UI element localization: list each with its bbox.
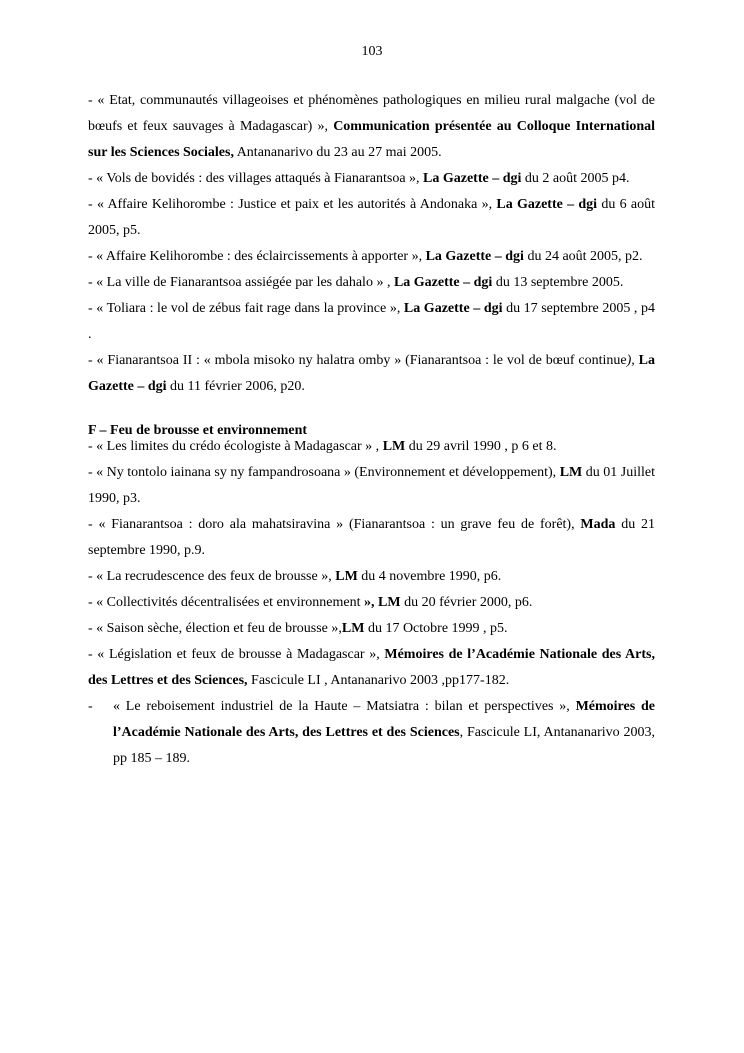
press-entry-5	[88, 270, 655, 296]
entry-source: Communication présentée au Colloque International sur les Sciences Sociales,	[88, 119, 656, 160]
entry-title: - « Législation et feux de brousse à Madagascar »,	[88, 647, 385, 662]
entry-title: - « Affaire Kelihorombe : Justice et paix et les autorités à Andonaka »,	[88, 197, 497, 212]
press-entry-1	[88, 88, 655, 166]
entry-details: du 6 août 2005, p5.	[88, 197, 655, 238]
entry-title: - « Affaire Kelihorombe : des éclaircissements à apporter »,	[88, 249, 426, 264]
entry-source: La Gazette – dgi	[423, 171, 522, 186]
entry-italic-punct: ),	[626, 353, 635, 368]
fire-entry-2	[88, 460, 655, 512]
entry-source: La Gazette – dgi	[496, 197, 598, 212]
entry-source: LM	[335, 569, 358, 584]
entry-source: La Gazette – dgi	[393, 275, 493, 290]
entry-details: Fascicule LI , Antananarivo 2003 ,pp177-182.	[247, 673, 510, 688]
entry-title: - « Les limites du crédo écologiste à Madagascar » ,	[88, 439, 383, 454]
entry-details: du 29 avril 1990 , p 6 et 8.	[405, 439, 557, 454]
entry-title: - « Ny tontolo iainana sy ny fampandrosoana » (Environnement et développement),	[88, 465, 560, 480]
entry-details: du 11 février 2006, p20.	[166, 379, 305, 394]
entry-details: du 24 août 2005, p2.	[523, 249, 643, 264]
entry-title: - « Toliara : le vol de zébus fait rage dans la province »,	[88, 301, 404, 316]
entry-source: Mémoires de l’Académie Nationale des Arts, des Lettres et des Sciences	[113, 699, 655, 740]
list-dash: -	[88, 699, 93, 714]
entry-title: - « La ville de Fianarantsoa assiégée par les dahalo » ,	[88, 275, 394, 290]
fire-entry-5	[88, 590, 655, 616]
press-entry-3	[88, 192, 655, 244]
entry-source: La Gazette – dgi	[425, 249, 524, 264]
press-entry-2	[88, 166, 655, 192]
entry-details: du 17 septembre 2005 , p4 .	[88, 301, 655, 342]
entry-details: du 4 novembre 1990, p6.	[357, 569, 502, 584]
entry-source: La Gazette – dgi	[403, 301, 503, 316]
entry-source: Mada	[580, 517, 616, 532]
entry-title: - « Fianarantsoa : doro ala mahatsiravina » (Fianarantsoa : un grave feu de forêt),	[88, 517, 581, 532]
entry-details: du 01 Juillet 1990, p3.	[88, 465, 655, 506]
entry-source: La Gazette – dgi	[88, 353, 655, 394]
entry-details: du 17 Octobre 1999 , p5.	[364, 621, 508, 636]
page-number: 103	[361, 44, 383, 59]
entry-source: LM	[341, 621, 365, 636]
fire-entry-8	[88, 694, 655, 772]
entry-source: Mémoires de l’Académie Nationale des Arts, des Lettres et des Sciences,	[88, 647, 655, 688]
entry-title: - « Etat, communautés villageoises et phénomènes pathologiques en milieu rural malgache (vol de bœufs et feux sauvages à Madagascar) »,	[88, 93, 655, 134]
entry-title: - « Vols de bovidés : des villages attaqués à Fianarantsoa »,	[88, 171, 424, 186]
fire-entry-1	[88, 434, 655, 460]
entry-details: Antananarivo du 23 au 27 mai 2005.	[233, 145, 442, 160]
entry-details: du 2 août 2005 p4.	[521, 171, 630, 186]
entry-title: « Le reboisement industriel de la Haute – Matsiatra : bilan et perspectives »,	[113, 699, 576, 714]
press-entry-4	[88, 244, 655, 270]
entry-details: , Fascicule LI, Antananarivo 2003, pp 185 – 189.	[113, 725, 655, 766]
entry-details: du 13 septembre 2005.	[492, 275, 624, 290]
entry-title: - « La recrudescence des feux de brousse »,	[88, 569, 336, 584]
fire-entry-7	[88, 642, 655, 694]
entry-source: LM	[559, 465, 583, 480]
entry-source: », LM	[364, 595, 401, 610]
entry-title: - « Fianarantsoa II : « mbola misoko ny halatra omby » (Fianarantsoa : le vol de bœuf continue	[88, 353, 627, 368]
entry-details: du 21 septembre 1990, p.9.	[88, 517, 655, 558]
bibliography	[88, 88, 655, 772]
fire-entry-4	[88, 564, 655, 590]
press-entry-7	[88, 348, 655, 400]
section-heading-f: F – Feu de brousse et environnement	[88, 423, 308, 438]
entry-title: - « Saison sèche, élection et feu de brousse »,	[88, 621, 342, 636]
press-entry-6	[88, 296, 655, 348]
entry-title: - « Collectivités décentralisées et environnement	[88, 595, 365, 610]
entry-details: du 20 février 2000, p6.	[400, 595, 533, 610]
fire-entry-3	[88, 512, 655, 564]
fire-entry-6	[88, 616, 655, 642]
entry-source: LM	[382, 439, 406, 454]
